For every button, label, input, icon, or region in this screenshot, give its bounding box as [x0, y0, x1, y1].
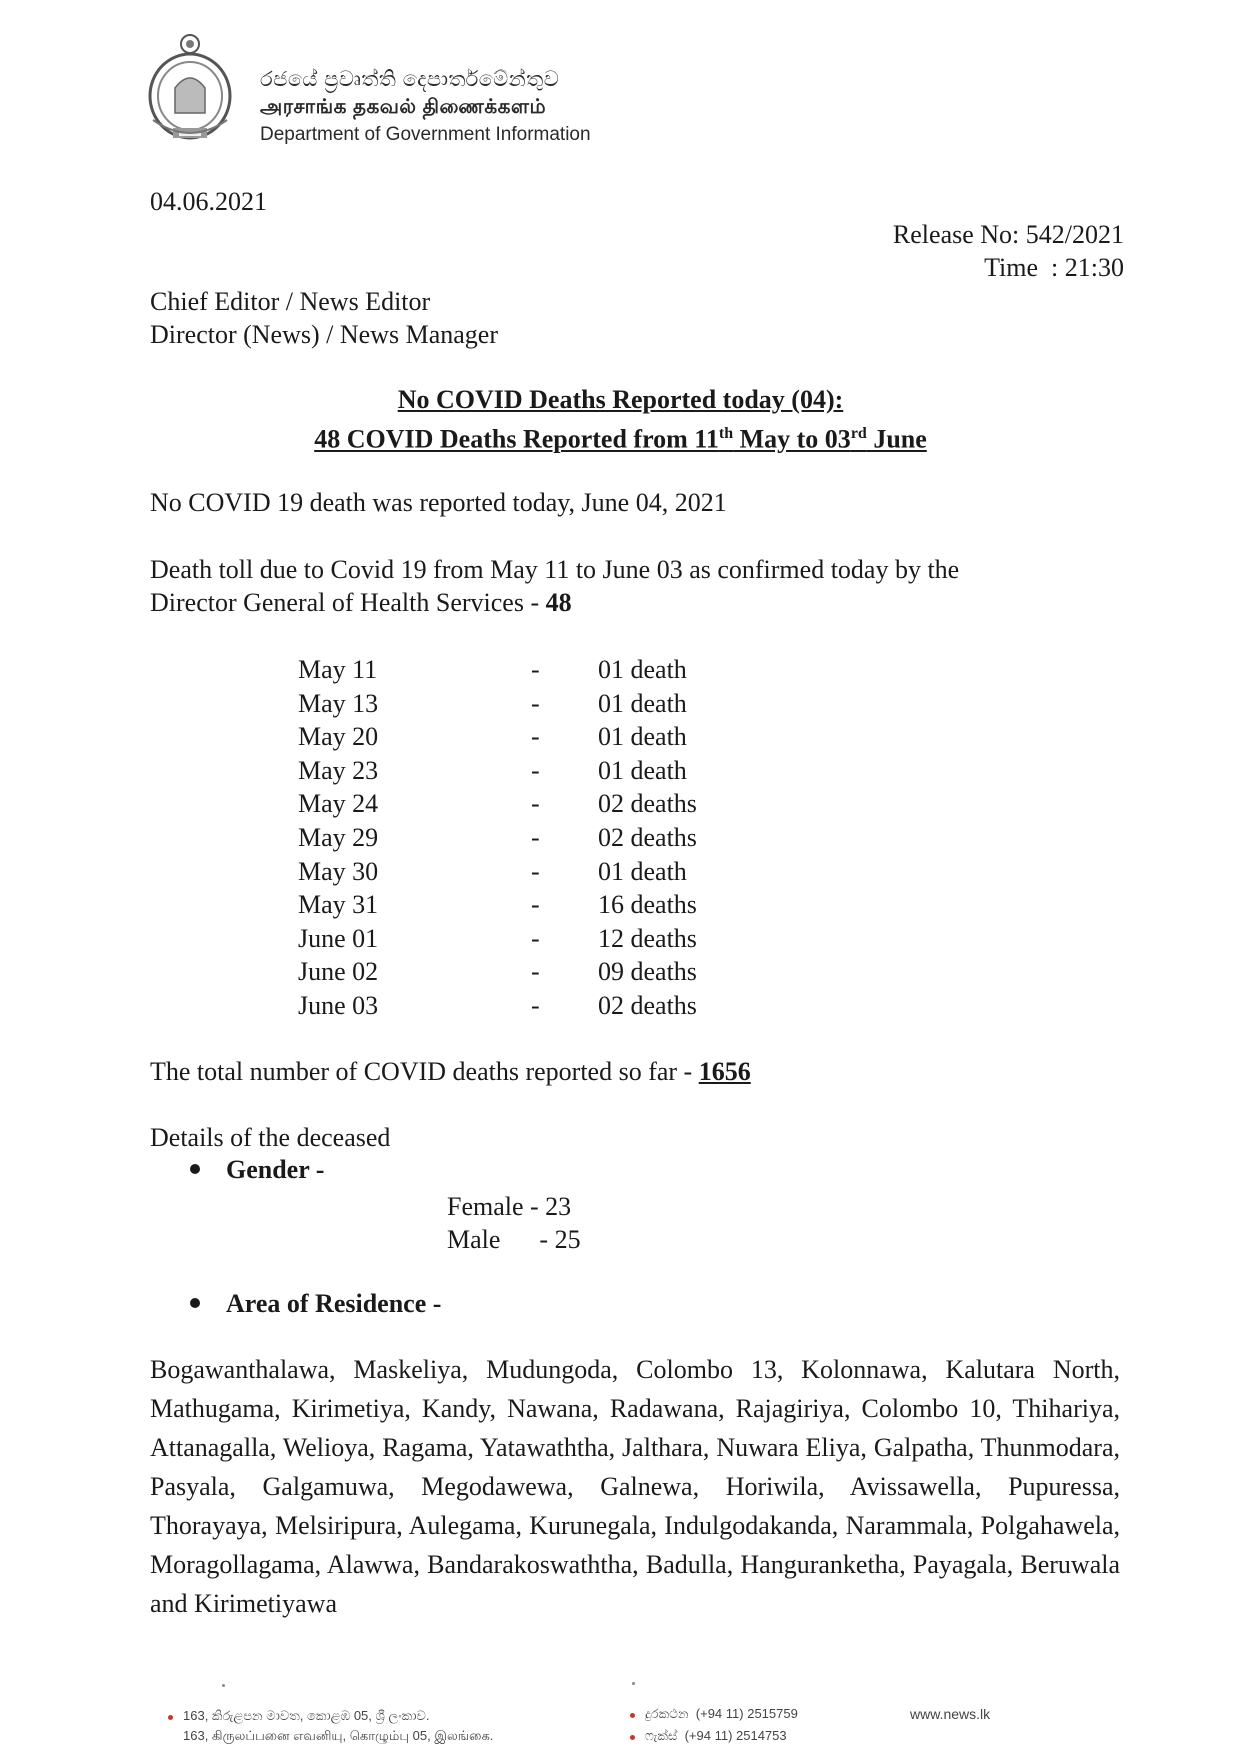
death-row-separator: -: [531, 755, 540, 785]
gender-bullet: Gender -: [190, 1155, 324, 1185]
death-row-date: May 13: [298, 688, 379, 718]
footer-address-sinhala: 163, කිරුළපන මාවත, කොළඹ 05, ශ්‍රී ලංකාව.: [168, 1708, 429, 1724]
no-death-statement: No COVID 19 death was reported today, June 04, 2021: [150, 488, 727, 517]
death-row: [298, 955, 798, 989]
dept-name-english: Department of Government Information: [260, 124, 591, 145]
footer-phone: දුරකථන (+94 11) 2515759: [630, 1706, 798, 1722]
death-row-separator: -: [531, 688, 540, 718]
footer-website: www.news.lk: [910, 1706, 991, 1722]
death-row-date: May 20: [298, 722, 379, 752]
release-date: 04.06.2021: [150, 187, 267, 216]
headline: [0, 383, 1241, 457]
death-row-count: 01 death: [598, 755, 687, 785]
bullet-icon: [168, 1715, 173, 1720]
death-row-count: 02 deaths: [598, 990, 697, 1020]
death-row: [298, 922, 798, 956]
death-row-count: 16 deaths: [598, 890, 697, 920]
death-row-date: June 01: [298, 923, 379, 953]
female-count: Female - 23: [447, 1192, 572, 1221]
death-row-count: 01 death: [598, 722, 687, 752]
death-row: [298, 754, 798, 788]
addressee-line-1: Chief Editor / News Editor: [150, 287, 431, 316]
footer-fax: ෆැක්ස් (+94 11) 2514753: [630, 1728, 787, 1744]
toll-statement-line-2: Director General of Health Services - 48: [150, 588, 572, 617]
total-deaths: The total number of COVID deaths reported so far - 1656: [150, 1057, 751, 1086]
death-row-separator: -: [531, 722, 540, 752]
death-row-separator: -: [531, 856, 540, 886]
death-row-separator: -: [531, 890, 540, 920]
death-row-separator: -: [531, 789, 540, 819]
male-count: Male - 25: [447, 1225, 581, 1254]
toll-statement-line-1: Death toll due to Covid 19 from May 11 to June 03 as confirmed today by the: [150, 555, 960, 584]
death-row: [298, 787, 798, 821]
death-row: [298, 687, 798, 721]
emblem-logo-icon: [145, 28, 235, 153]
bullet-icon: [190, 1298, 200, 1308]
headline-line-2: 48 COVID Deaths Reported from 11th May to 03rd June: [314, 424, 927, 454]
death-row-count: 01 death: [598, 655, 687, 684]
death-row-date: June 03: [298, 990, 379, 1020]
death-row-date: May 31: [298, 890, 379, 920]
death-row: [298, 989, 798, 1023]
death-row-date: May 29: [298, 822, 379, 852]
deaths-by-date-list: [298, 653, 798, 1023]
death-row-count: 02 deaths: [598, 789, 697, 819]
death-row-date: May 24: [298, 789, 379, 819]
department-name: [260, 68, 591, 150]
death-row-separator: -: [531, 655, 540, 684]
death-row-separator: -: [531, 990, 540, 1020]
dept-name-tamil: அரசாங்க தகவல் திணைக்களம்: [260, 96, 547, 118]
death-row-count: 01 death: [598, 688, 687, 718]
death-row-date: May 30: [298, 856, 379, 886]
headline-line-1: No COVID Deaths Reported today (04):: [397, 385, 844, 414]
death-row-separator: -: [531, 957, 540, 987]
bullet-icon: [630, 1713, 635, 1718]
toll-value: 48: [545, 588, 572, 617]
death-row-separator: -: [531, 923, 540, 953]
release-number: Release No: 542/2021: [892, 220, 1124, 249]
death-row-count: 12 deaths: [598, 923, 697, 953]
dept-name-sinhala: රජයේ ප්‍රවෘත්ති දෙපාර්තමේන්තුව: [260, 68, 560, 91]
death-row: [298, 720, 798, 754]
total-deaths-value: 1656: [698, 1057, 751, 1086]
death-row-count: 02 deaths: [598, 822, 697, 852]
area-of-residence-list: Bogawanthalawa, Maskeliya, Mudungoda, Colombo 13, Kolonnawa, Kalutara North, Mathugama, Kirimetiya, Kandy, Nawana, Radawana, Rajagiriya, Colombo 10, Thihariya, Attanagalla, Welioya, Ragama, Yatawaththa, Jalthara, Nuwara Eliya, Galpatha, Thunmodara, Pasyala, Galgamuwa, Megodawewa, Galnewa, Horiwila, Avissawella, Pupuressa, Thorayaya, Melsiripura, Aulegama, Kurunegala, Indulgodakanda, Narammala, Polgahawela, Moragollagama, Alawwa, Bandarakoswaththa, Badulla, Hanguranketha, Payagala, Beruwala and Kirimetiyawa: [150, 1355, 1120, 1618]
death-row: [298, 888, 798, 922]
footer: [0, 1700, 1241, 1754]
release-time: Time : 21:30: [984, 253, 1124, 282]
death-row: [298, 855, 798, 889]
bullet-icon: [630, 1735, 635, 1740]
area-bullet: Area of Residence -: [190, 1289, 441, 1319]
death-row-count: 01 death: [598, 856, 687, 886]
bullet-icon: [190, 1164, 200, 1174]
death-row-date: June 02: [298, 957, 379, 987]
death-row-date: May 11: [298, 655, 378, 684]
footer-address-tamil: 163, கிருலப்பனை எவனியு, கொழும்பு 05, இலங்கை.: [183, 1728, 494, 1743]
death-row-date: May 23: [298, 755, 379, 785]
addressee-line-2: Director (News) / News Manager: [150, 320, 498, 349]
death-row: [298, 821, 798, 855]
death-row-separator: -: [531, 822, 540, 852]
death-row-count: 09 deaths: [598, 957, 697, 987]
details-heading: Details of the deceased: [150, 1123, 391, 1152]
death-row: [298, 653, 798, 687]
